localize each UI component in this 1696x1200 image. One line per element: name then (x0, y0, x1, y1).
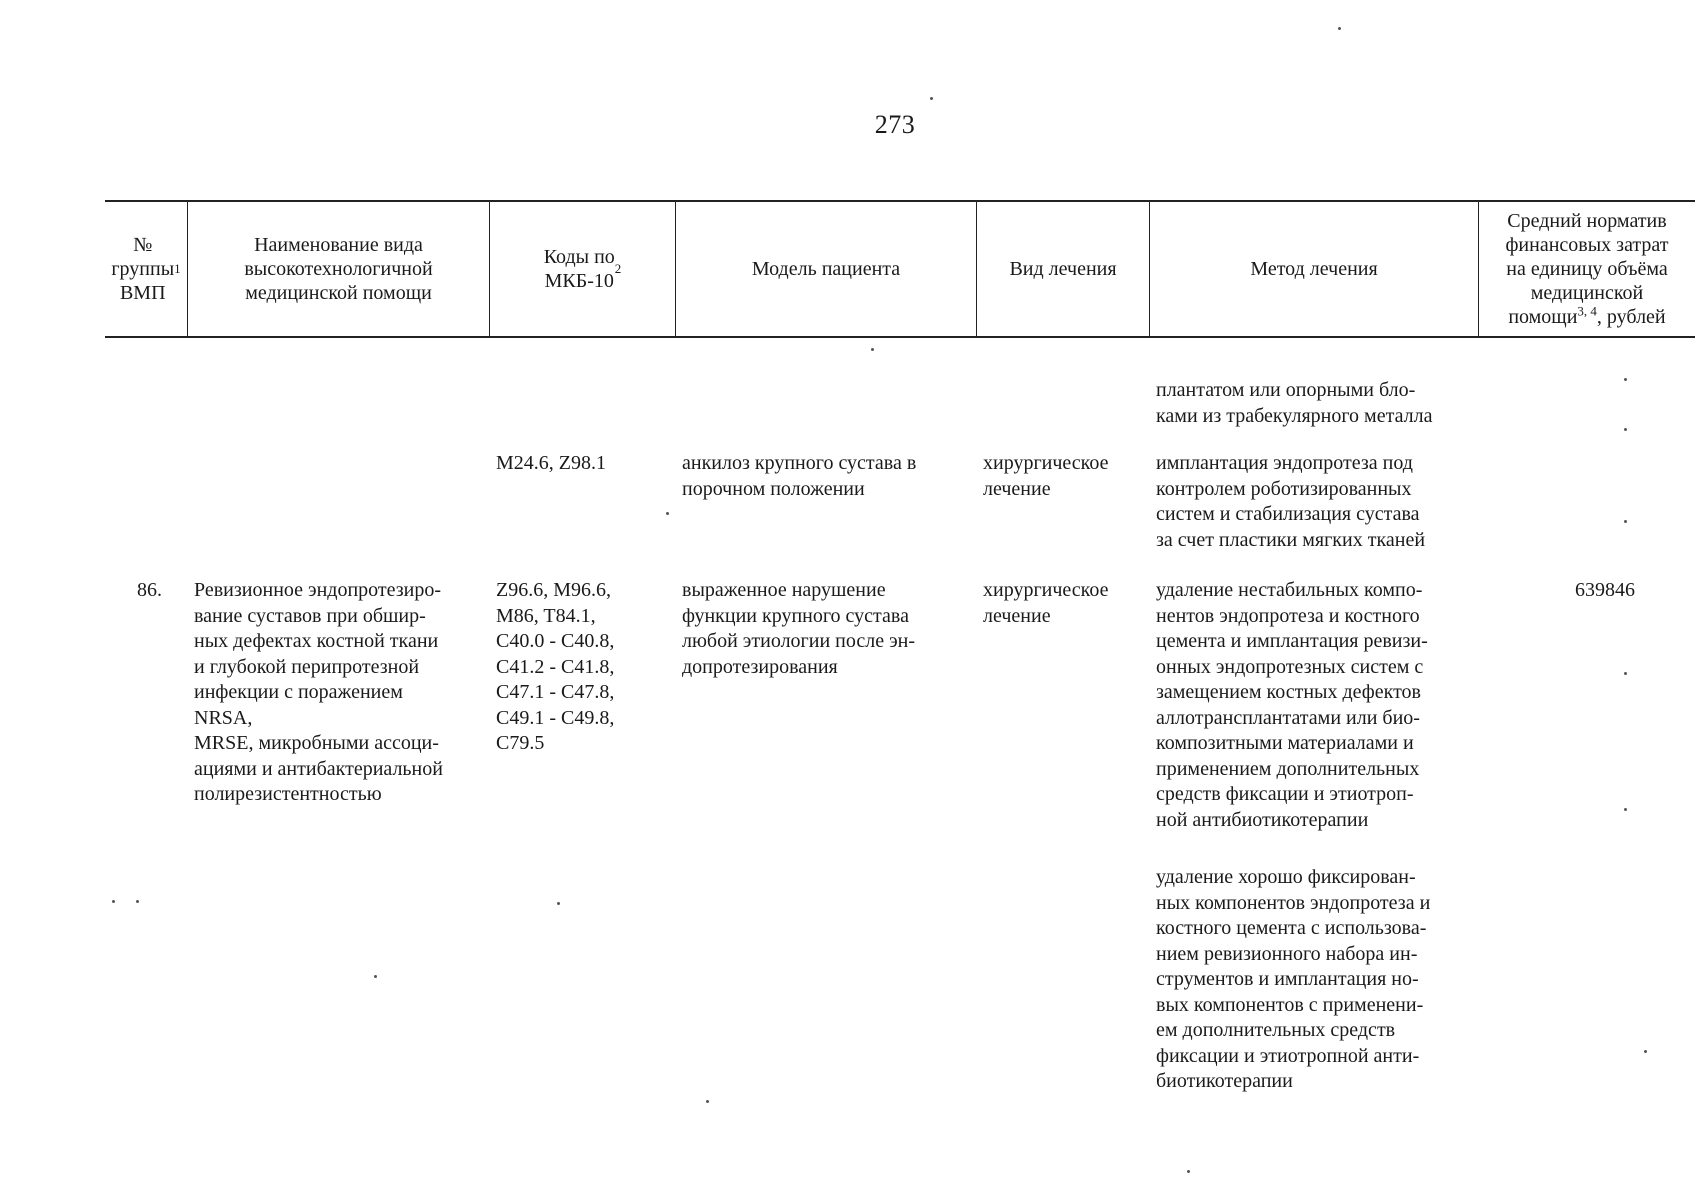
cell-icd-codes (490, 378, 676, 429)
cell-treatment-type: хирургическое лечение (983, 579, 1109, 627)
scan-speck (1624, 428, 1627, 431)
scan-speck (871, 348, 874, 351)
table-row (105, 578, 1695, 833)
medical-care-table (105, 200, 1695, 1095)
header-treatment-type (977, 202, 1150, 336)
cell-cost (1479, 378, 1695, 429)
cell-patient-model (676, 865, 977, 1095)
header-cost-standard-footnote: 3, 4 (1577, 303, 1597, 319)
cell-care-type-name (188, 451, 490, 553)
header-cost-standard-text: Средний норматив финансовых затрат на единицу объёма медицинской помощи (1505, 210, 1669, 328)
scan-speck (706, 1100, 709, 1103)
header-patient-model (676, 202, 977, 336)
header-care-type-name (188, 202, 490, 336)
cell-group-number (105, 451, 188, 553)
scan-speck (374, 975, 377, 978)
header-icd-codes: Коды по МКБ-10 2 (490, 202, 676, 336)
cell-treatment-method: удаление нестабильных компо- нентов эндопротеза и костного цемента и имплантация ревизи- онных эндопротезных систем с замещением костных дефектов аллотрансплантатами или био- композитными материалами и применением дополнительных средств фиксации и этиотроп- ной антибиотикотерапии (1156, 579, 1428, 831)
cell-group-number (105, 865, 188, 1095)
header-treatment-method (1150, 202, 1479, 336)
cell-group-number (105, 378, 188, 429)
cell-patient-model: анкилоз крупного сустава в порочном положении (682, 452, 917, 500)
cell-treatment-type (977, 378, 1150, 429)
scan-speck (1624, 378, 1627, 381)
header-icd-codes-label: Коды по МКБ-10 (543, 246, 615, 292)
cell-cost: 639846 (1575, 579, 1635, 601)
scan-speck (1187, 1170, 1190, 1173)
scan-speck (1624, 808, 1627, 811)
cell-treatment-type: хирургическое лечение (983, 452, 1109, 500)
table-header (105, 200, 1695, 338)
header-group-number-label: № группы ВМП (111, 234, 175, 304)
scan-speck (1624, 520, 1627, 523)
scan-speck (1624, 672, 1627, 675)
cell-group-number: 86. (137, 579, 162, 601)
scan-speck (666, 512, 669, 515)
cell-treatment-type (977, 865, 1150, 1095)
header-cost-standard-label (1505, 209, 1668, 329)
cell-care-type-name (188, 865, 490, 1095)
header-patient-model-label: Модель пациента (751, 258, 901, 280)
table-row (105, 451, 1695, 553)
header-cost-standard (1479, 202, 1695, 336)
cell-patient-model (676, 378, 977, 429)
cell-cost (1479, 451, 1695, 553)
header-care-type-name-label: Наименование вида высокотехнологичной медицинской помощи (244, 234, 433, 304)
scan-speck (112, 900, 115, 903)
cell-care-type-name: Ревизионное эндопротезиро- вание суставов при обшир- ных дефектах костной ткани и глубокой перипротезной инфекции с поражением NRSA, MRSE, микробными ассоци- ациями и антибактериальной полирезистентностью (194, 579, 443, 805)
page-number: 273 (874, 110, 916, 139)
cell-treatment-method: плантатом или опорными бло- ками из трабекулярного металла (1156, 379, 1433, 427)
scan-speck (136, 900, 139, 903)
scan-speck (930, 97, 933, 100)
cell-patient-model: выраженное нарушение функции крупного сустава любой этиологии после эн- допротезирования (682, 579, 916, 678)
cell-icd-codes: M24.6, Z98.1 (496, 452, 606, 474)
header-treatment-method-label: Метод лечения (1250, 258, 1378, 280)
cell-icd-codes: Z96.6, M96.6, M86, T84.1, C40.0 - C40.8, C41.2 - C41.8, C47.1 - C47.8, C49.1 - C49.8, C79.5 (496, 579, 615, 754)
cell-treatment-method: имплантация эндопротеза под контролем роботизированных систем и стабилизация сустава за счет пластики мягких тканей (1156, 452, 1426, 551)
table-row (105, 865, 1695, 1095)
cell-icd-codes (490, 865, 676, 1095)
scan-speck (1338, 27, 1341, 30)
header-treatment-type-label: Вид лечения (1009, 258, 1117, 280)
cell-care-type-name (188, 378, 490, 429)
cell-cost (1479, 865, 1695, 1095)
header-group-number: № группы ВМП 1 (105, 202, 188, 336)
scan-speck (557, 902, 560, 905)
header-cost-standard-unit: , рублей (1596, 306, 1666, 328)
cell-treatment-method: удаление хорошо фиксирован- ных компонентов эндопротеза и костного цемента с использова- нием ревизионного набора ин- струментов и имплантация но- вых компонентов с применени- ем дополнительных средств фиксации и этиотропной анти- биотикотерапии (1156, 866, 1431, 1092)
scan-speck (1644, 1050, 1647, 1053)
table-row (105, 378, 1695, 429)
